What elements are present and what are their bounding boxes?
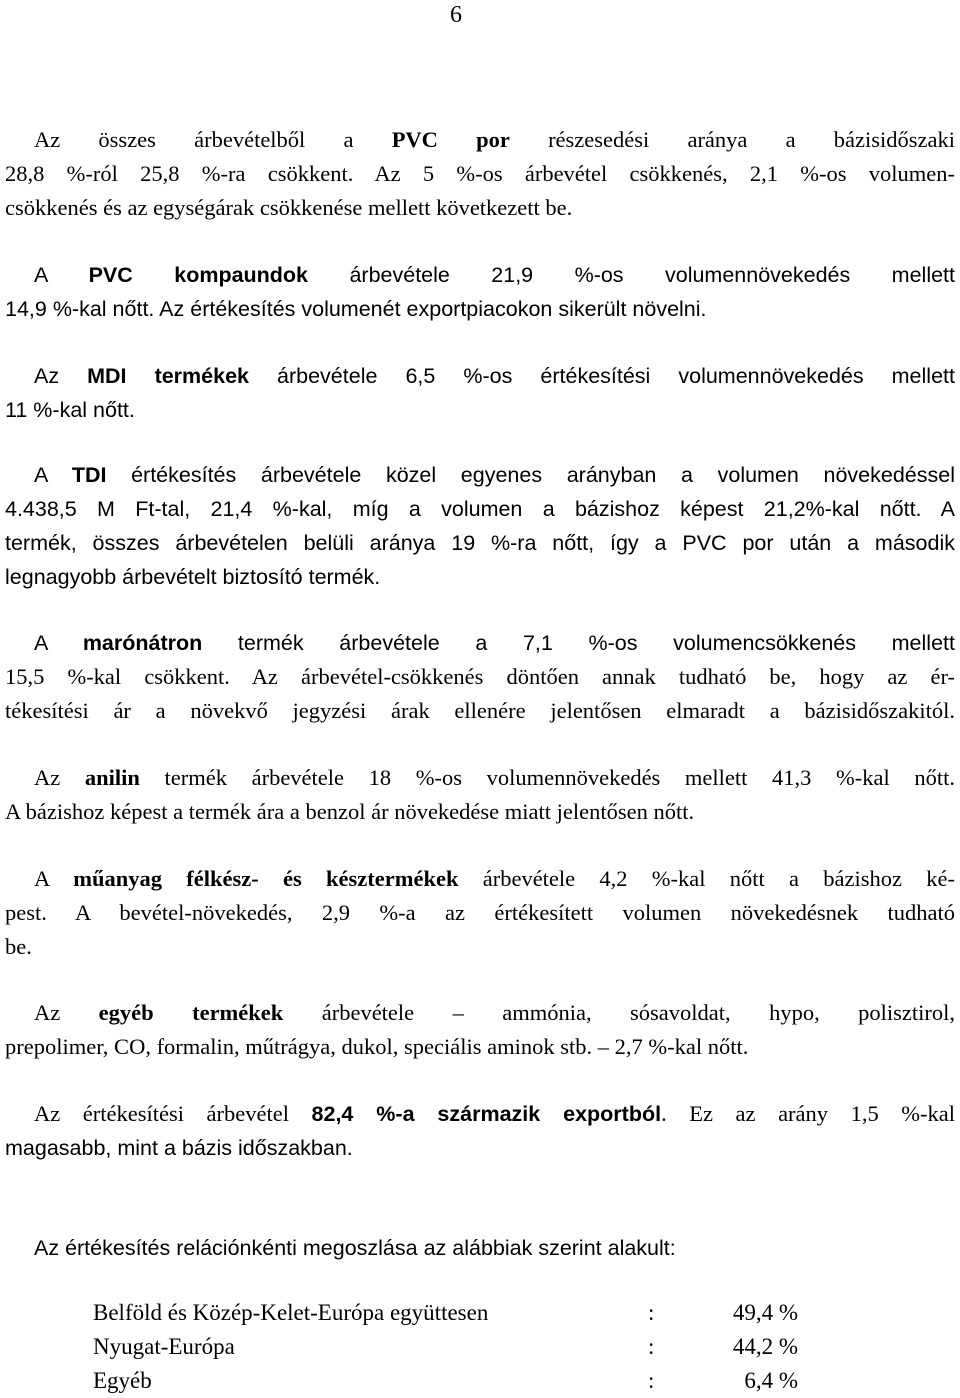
paragraph-export	[5, 1097, 955, 1165]
highlight-export: 82,4 %-a származik exportból	[311, 1102, 662, 1126]
paragraph-line: csökkenés és az egységárak csökkenése mellett következett be.	[5, 195, 573, 220]
highlight-muanyag: műanyag félkész- és késztermékek	[73, 866, 459, 891]
paragraph-line: Az MDI termékek árbevétele 6,5 %-os értékesítési volumennövekedés mellett	[34, 364, 955, 388]
row-value: 6,4 %	[744, 1368, 798, 1393]
table-row	[93, 1330, 798, 1364]
row-value: 44,2 %	[732, 1334, 798, 1359]
row-separator: :	[648, 1334, 655, 1359]
highlight-pvc-por: PVC por	[391, 127, 510, 152]
paragraph-line: Az értékesítési árbevétel 82,4 %-a származik exportból. Ez az arány 1,5 %-kal	[34, 1101, 955, 1126]
distribution-table	[93, 1296, 798, 1398]
paragraph-line: Az összes árbevételből a PVC por részesedési aránya a bázisidőszaki	[34, 127, 955, 152]
paragraph-line: termék, összes árbevételen belüli aránya 19 %-ra nőtt, így a PVC por után a második	[5, 531, 955, 555]
paragraph-line: Az anilin termék árbevétele 18 %-os volumennövekedés mellett 41,3 %-kal nőtt.	[34, 765, 955, 790]
paragraph-line: A bázishoz képest a termék ára a benzol ár növekedése miatt jelentősen nőtt.	[5, 799, 695, 824]
highlight-mdi: MDI termékek	[87, 364, 249, 388]
row-separator: :	[648, 1300, 655, 1325]
paragraph-mdi	[5, 359, 955, 427]
paragraph-egyeb	[5, 996, 955, 1064]
paragraph-line: A marónátron termék árbevétele a 7,1 %-os volumencsökkenés mellett	[34, 631, 955, 655]
highlight-egyeb: egyéb termékek	[98, 1000, 284, 1025]
paragraph-tdi	[5, 458, 955, 594]
paragraph-line: tékesítési ár a növekvő jegyzési árak ellenére jelentősen elmaradt a bázisidőszakitól.	[5, 698, 955, 723]
distribution-intro: Az értékesítés relációnkénti megoszlása az alábbiak szerint alakult:	[34, 1236, 676, 1260]
page-number: 6	[450, 2, 462, 28]
paragraph-line: 15,5 %-kal csökkent. Az árbevétel-csökkenés döntően annak tudható be, hogy az ér-	[5, 664, 955, 689]
paragraph-pvc-por	[5, 123, 955, 225]
paragraph-line: 4.438,5 M Ft-tal, 21,4 %-kal, míg a volumen a bázishoz képest 21,2%-kal nőtt. A	[5, 497, 955, 521]
paragraph-muanyag	[5, 862, 955, 964]
row-separator: :	[648, 1368, 655, 1393]
row-label: Egyéb	[93, 1368, 152, 1393]
row-label: Belföld és Közép-Kelet-Európa együttesen	[93, 1300, 489, 1325]
paragraph-line: A PVC kompaundok árbevétele 21,9 %-os volumennövekedés mellett	[34, 263, 956, 287]
highlight-pvc-kompaundok: PVC kompaundok	[88, 263, 309, 287]
paragraph-line: Az egyéb termékek árbevétele – ammónia, sósavoldat, hypo, polisztirol,	[34, 1000, 955, 1025]
paragraph-line: legnagyobb árbevételt biztosító termék.	[5, 565, 381, 589]
table-row	[93, 1296, 798, 1330]
row-value: 49,4 %	[732, 1300, 798, 1325]
paragraph-pvc-kompaundok	[5, 258, 955, 326]
paragraph-line: magasabb, mint a bázis időszakban.	[5, 1136, 353, 1160]
row-label: Nyugat-Európa	[93, 1334, 235, 1359]
table-row	[93, 1364, 798, 1398]
paragraph-line: A műanyag félkész- és késztermékek árbevétele 4,2 %-kal nőtt a bázishoz ké-	[34, 866, 955, 891]
paragraph-line: prepolimer, CO, formalin, műtrágya, dukol, speciális aminok stb. – 2,7 %-kal nőtt.	[5, 1034, 749, 1059]
paragraph-maronatron	[5, 626, 955, 728]
highlight-tdi: TDI	[71, 463, 107, 487]
paragraph-line: 11 %-kal nőtt.	[5, 398, 135, 422]
paragraph-line: 14,9 %-kal nőtt. Az értékesítés volumenét exportpiacokon sikerült növelni.	[5, 297, 707, 321]
paragraph-anilin	[5, 761, 955, 829]
paragraph-line: pest. A bevétel-növekedés, 2,9 %-a az értékesített volumen növekedésnek tudható	[5, 900, 955, 925]
paragraph-line: 28,8 %-ról 25,8 %-ra csökkent. Az 5 %-os árbevétel csökkenés, 2,1 %-os volumen-	[5, 161, 955, 186]
paragraph-line: be.	[5, 934, 32, 959]
highlight-maronatron: marónátron	[82, 631, 203, 655]
highlight-anilin: anilin	[84, 765, 140, 790]
paragraph-line: A TDI értékesítés árbevétele közel egyenes arányban a volumen növekedéssel	[34, 463, 955, 487]
